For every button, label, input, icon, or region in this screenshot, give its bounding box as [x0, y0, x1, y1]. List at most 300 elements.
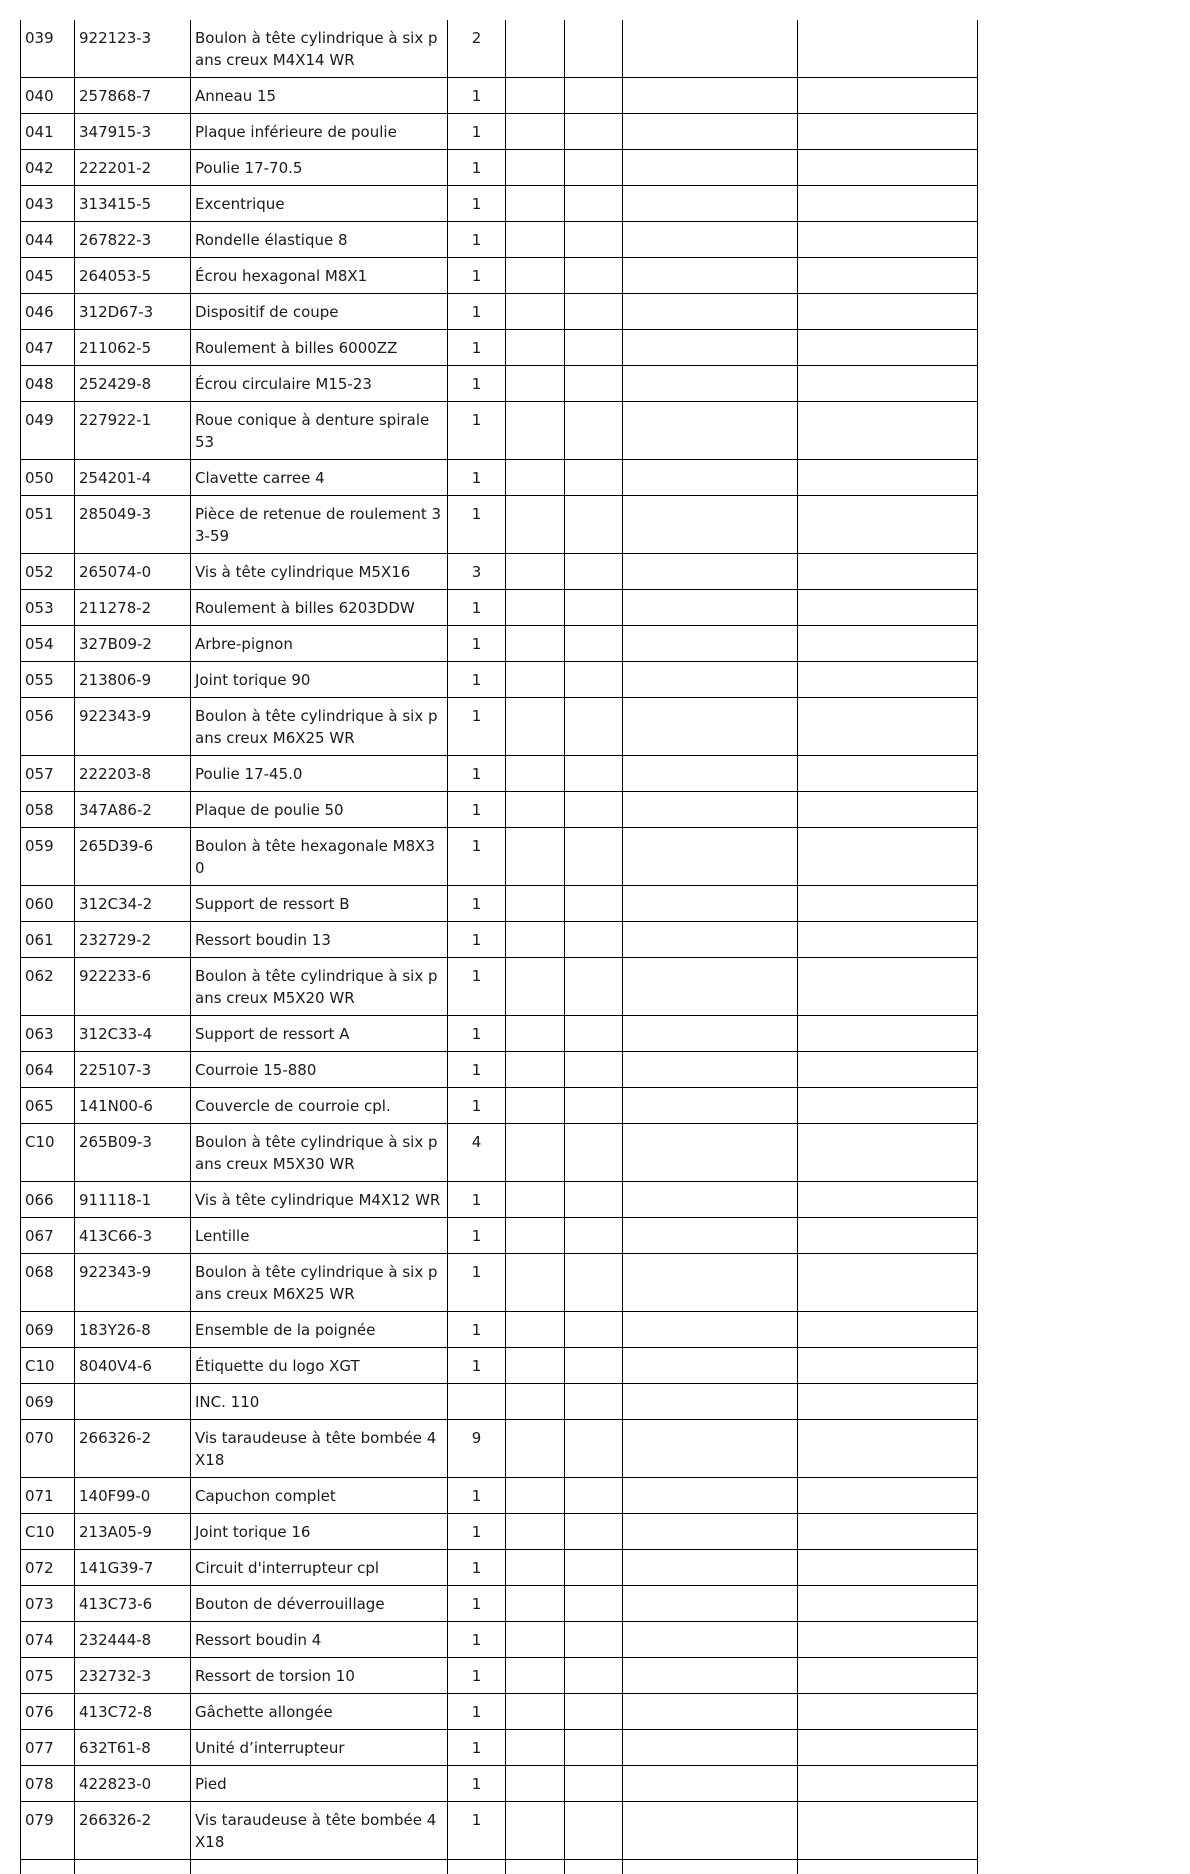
- part-number-cell: 051: [21, 496, 75, 554]
- part-code-cell: 232732-3: [75, 1658, 191, 1694]
- table-row: [21, 1550, 978, 1586]
- part-number-cell: 056: [21, 698, 75, 756]
- part-description-cell: Joint torique 90: [191, 662, 448, 698]
- empty-cell: [623, 626, 798, 662]
- part-description-cell: Support de ressort B: [191, 886, 448, 922]
- empty-cell: [798, 1478, 978, 1514]
- empty-cell: [506, 1730, 565, 1766]
- quantity-cell: 1: [448, 626, 506, 662]
- empty-cell: [798, 460, 978, 496]
- empty-cell: [21, 1860, 75, 1874]
- table-row: [21, 258, 978, 294]
- quantity-cell: 3: [448, 554, 506, 590]
- quantity-cell: 1: [448, 114, 506, 150]
- empty-cell: [506, 78, 565, 114]
- part-description-cell: Support de ressort A: [191, 1016, 448, 1052]
- part-number-cell: 044: [21, 222, 75, 258]
- empty-cell: [565, 330, 623, 366]
- table-row: [21, 1218, 978, 1254]
- part-description-cell: Boulon à tête cylindrique à six pans creux M6X25 WR: [191, 698, 448, 756]
- quantity-cell: 1: [448, 922, 506, 958]
- part-number-cell: 069: [21, 1312, 75, 1348]
- empty-cell: [506, 1802, 565, 1860]
- quantity-cell: 1: [448, 1312, 506, 1348]
- quantity-cell: 4: [448, 1124, 506, 1182]
- empty-cell: [565, 1254, 623, 1312]
- part-code-cell: 140F99-0: [75, 1478, 191, 1514]
- empty-cell: [448, 1860, 506, 1874]
- table-row: [21, 1586, 978, 1622]
- empty-cell: [623, 1860, 798, 1874]
- empty-cell: [798, 186, 978, 222]
- empty-cell: [623, 366, 798, 402]
- table-row: [21, 222, 978, 258]
- empty-cell: [798, 1860, 978, 1874]
- table-row: [21, 1802, 978, 1860]
- quantity-cell: 1: [448, 1514, 506, 1550]
- part-description-cell: Pied: [191, 1766, 448, 1802]
- empty-cell: [798, 756, 978, 792]
- quantity-cell: 1: [448, 186, 506, 222]
- part-number-cell: 065: [21, 1088, 75, 1124]
- empty-cell: [798, 626, 978, 662]
- empty-cell: [506, 1550, 565, 1586]
- empty-cell: [565, 1218, 623, 1254]
- part-number-cell: 062: [21, 958, 75, 1016]
- part-description-cell: Dispositif de coupe: [191, 294, 448, 330]
- empty-cell: [506, 1052, 565, 1088]
- empty-cell: [798, 1348, 978, 1384]
- empty-cell: [565, 1348, 623, 1384]
- quantity-cell: 1: [448, 1802, 506, 1860]
- empty-cell: [506, 150, 565, 186]
- empty-cell: [506, 186, 565, 222]
- part-code-cell: 213A05-9: [75, 1514, 191, 1550]
- empty-cell: [623, 1182, 798, 1218]
- empty-cell: [565, 1420, 623, 1478]
- part-description-cell: Bouton de déverrouillage: [191, 1586, 448, 1622]
- empty-cell: [506, 1218, 565, 1254]
- empty-cell: [506, 1124, 565, 1182]
- table-row: [21, 460, 978, 496]
- quantity-cell: 9: [448, 1420, 506, 1478]
- part-description-cell: Arbre-pignon: [191, 626, 448, 662]
- empty-cell: [565, 1622, 623, 1658]
- empty-cell: [798, 1182, 978, 1218]
- empty-cell: [565, 1052, 623, 1088]
- part-code-cell: 267822-3: [75, 222, 191, 258]
- empty-cell: [506, 1586, 565, 1622]
- quantity-cell: 1: [448, 1658, 506, 1694]
- part-code-cell: 265B09-3: [75, 1124, 191, 1182]
- empty-cell: [798, 886, 978, 922]
- part-description-cell: Vis taraudeuse à tête bombée 4X18: [191, 1420, 448, 1478]
- empty-cell: [565, 1016, 623, 1052]
- part-code-cell: 265D39-6: [75, 828, 191, 886]
- part-code-cell: 285049-3: [75, 496, 191, 554]
- empty-cell: [623, 1052, 798, 1088]
- empty-cell: [798, 1124, 978, 1182]
- empty-cell: [565, 1124, 623, 1182]
- part-number-cell: 053: [21, 590, 75, 626]
- table-row: [21, 1694, 978, 1730]
- table-row: [21, 828, 978, 886]
- empty-cell: [565, 792, 623, 828]
- empty-cell: [623, 554, 798, 590]
- quantity-cell: 1: [448, 1254, 506, 1312]
- empty-cell: [623, 78, 798, 114]
- part-number-cell: 079: [21, 1802, 75, 1860]
- parts-table: [20, 20, 978, 1874]
- table-row: [21, 1254, 978, 1312]
- empty-cell: [506, 402, 565, 460]
- part-code-cell: 211062-5: [75, 330, 191, 366]
- quantity-cell: 1: [448, 460, 506, 496]
- empty-cell: [623, 330, 798, 366]
- empty-cell: [565, 662, 623, 698]
- empty-cell: [506, 114, 565, 150]
- part-code-cell: 254201-4: [75, 460, 191, 496]
- part-number-cell: 050: [21, 460, 75, 496]
- empty-cell: [623, 1384, 798, 1420]
- part-code-cell: 227922-1: [75, 402, 191, 460]
- empty-cell: [623, 1658, 798, 1694]
- part-code-cell: 347915-3: [75, 114, 191, 150]
- empty-cell: [506, 1312, 565, 1348]
- empty-cell: [565, 222, 623, 258]
- empty-cell: [798, 662, 978, 698]
- quantity-cell: 1: [448, 1694, 506, 1730]
- empty-cell: [565, 496, 623, 554]
- empty-cell: [798, 1218, 978, 1254]
- part-number-cell: 048: [21, 366, 75, 402]
- empty-cell: [506, 1348, 565, 1384]
- part-description-cell: Poulie 17-45.0: [191, 756, 448, 792]
- empty-cell: [623, 1514, 798, 1550]
- empty-cell: [623, 150, 798, 186]
- empty-cell: [565, 698, 623, 756]
- part-number-cell: C10: [21, 1514, 75, 1550]
- empty-cell: [565, 590, 623, 626]
- empty-cell: [798, 78, 978, 114]
- empty-cell: [798, 1622, 978, 1658]
- empty-cell: [798, 1052, 978, 1088]
- empty-cell: [798, 366, 978, 402]
- part-description-cell: Ressort boudin 13: [191, 922, 448, 958]
- table-row: [21, 958, 978, 1016]
- empty-cell: [623, 1088, 798, 1124]
- table-row: [21, 590, 978, 626]
- part-description-cell: Boulon à tête cylindrique à six pans creux M6X25 WR: [191, 1254, 448, 1312]
- empty-cell: [565, 294, 623, 330]
- empty-cell: [506, 496, 565, 554]
- part-code-cell: 413C73-6: [75, 1586, 191, 1622]
- table-row: [21, 1124, 978, 1182]
- empty-cell: [798, 1312, 978, 1348]
- empty-cell: [623, 1478, 798, 1514]
- table-row: [21, 1348, 978, 1384]
- empty-cell: [798, 554, 978, 590]
- part-code-cell: 222201-2: [75, 150, 191, 186]
- part-number-cell: 063: [21, 1016, 75, 1052]
- empty-cell: [191, 1860, 448, 1874]
- part-number-cell: 074: [21, 1622, 75, 1658]
- empty-cell: [798, 1016, 978, 1052]
- part-description-cell: Anneau 15: [191, 78, 448, 114]
- empty-cell: [565, 78, 623, 114]
- empty-cell: [506, 662, 565, 698]
- part-code-cell: 141G39-7: [75, 1550, 191, 1586]
- quantity-cell: 1: [448, 222, 506, 258]
- empty-cell: [565, 1182, 623, 1218]
- part-code-cell: 8040V4-6: [75, 1348, 191, 1384]
- empty-cell: [565, 1802, 623, 1860]
- table-row: [21, 626, 978, 662]
- table-row: [21, 1384, 978, 1420]
- empty-cell: [565, 366, 623, 402]
- empty-cell: [565, 1312, 623, 1348]
- part-number-cell: 060: [21, 886, 75, 922]
- quantity-cell: 1: [448, 294, 506, 330]
- quantity-cell: 1: [448, 1586, 506, 1622]
- empty-cell: [506, 886, 565, 922]
- part-number-cell: C10: [21, 1124, 75, 1182]
- parts-table-body: [21, 20, 978, 1874]
- empty-cell: [565, 828, 623, 886]
- part-description-cell: Roulement à billes 6000ZZ: [191, 330, 448, 366]
- part-number-cell: 045: [21, 258, 75, 294]
- empty-cell: [798, 828, 978, 886]
- empty-cell: [623, 1694, 798, 1730]
- part-code-cell: 312D67-3: [75, 294, 191, 330]
- part-description-cell: Joint torique 16: [191, 1514, 448, 1550]
- part-number-cell: 057: [21, 756, 75, 792]
- part-number-cell: 059: [21, 828, 75, 886]
- empty-cell: [506, 20, 565, 78]
- quantity-cell: 1: [448, 366, 506, 402]
- part-code-cell: 911118-1: [75, 1182, 191, 1218]
- part-description-cell: Vis à tête cylindrique M4X12 WR: [191, 1182, 448, 1218]
- empty-cell: [623, 698, 798, 756]
- part-number-cell: 064: [21, 1052, 75, 1088]
- part-description-cell: Pièce de retenue de roulement 33-59: [191, 496, 448, 554]
- empty-cell: [623, 756, 798, 792]
- empty-cell: [506, 698, 565, 756]
- empty-cell: [565, 756, 623, 792]
- part-description-cell: Étiquette du logo XGT: [191, 1348, 448, 1384]
- quantity-cell: 1: [448, 756, 506, 792]
- part-number-cell: 071: [21, 1478, 75, 1514]
- table-row: [21, 554, 978, 590]
- empty-cell: [506, 1016, 565, 1052]
- empty-cell: [798, 496, 978, 554]
- part-description-cell: Ensemble de la poignée: [191, 1312, 448, 1348]
- empty-cell: [506, 1384, 565, 1420]
- empty-cell: [798, 294, 978, 330]
- table-row: [21, 1730, 978, 1766]
- empty-cell: [798, 1384, 978, 1420]
- table-row: [21, 402, 978, 460]
- empty-cell: [798, 1550, 978, 1586]
- part-number-cell: 076: [21, 1694, 75, 1730]
- quantity-cell: [448, 1384, 506, 1420]
- part-description-cell: Vis taraudeuse à tête bombée 4X18: [191, 1802, 448, 1860]
- table-row: [21, 1016, 978, 1052]
- part-number-cell: 075: [21, 1658, 75, 1694]
- empty-cell: [506, 554, 565, 590]
- quantity-cell: 1: [448, 1052, 506, 1088]
- empty-cell: [565, 1766, 623, 1802]
- empty-cell: [623, 294, 798, 330]
- part-code-cell: 222203-8: [75, 756, 191, 792]
- part-description-cell: Ressort de torsion 10: [191, 1658, 448, 1694]
- part-number-cell: C10: [21, 1348, 75, 1384]
- empty-cell: [506, 294, 565, 330]
- part-description-cell: Clavette carree 4: [191, 460, 448, 496]
- empty-cell: [506, 1514, 565, 1550]
- empty-cell: [623, 792, 798, 828]
- empty-cell: [565, 1088, 623, 1124]
- empty-cell: [506, 366, 565, 402]
- empty-cell: [798, 1586, 978, 1622]
- table-row: [21, 1622, 978, 1658]
- empty-cell: [623, 1586, 798, 1622]
- empty-cell: [623, 1730, 798, 1766]
- empty-cell: [798, 1730, 978, 1766]
- quantity-cell: 1: [448, 1550, 506, 1586]
- empty-cell: [623, 828, 798, 886]
- part-number-cell: 067: [21, 1218, 75, 1254]
- part-description-cell: Plaque inférieure de poulie: [191, 114, 448, 150]
- part-number-cell: 068: [21, 1254, 75, 1312]
- part-description-cell: Poulie 17-70.5: [191, 150, 448, 186]
- part-number-cell: 041: [21, 114, 75, 150]
- empty-cell: [506, 590, 565, 626]
- empty-cell: [623, 590, 798, 626]
- table-row: [21, 366, 978, 402]
- empty-cell: [798, 590, 978, 626]
- part-code-cell: 266326-2: [75, 1802, 191, 1860]
- part-number-cell: 077: [21, 1730, 75, 1766]
- part-description-cell: Courroie 15-880: [191, 1052, 448, 1088]
- empty-cell: [623, 662, 798, 698]
- quantity-cell: 1: [448, 828, 506, 886]
- part-code-cell: 922123-3: [75, 20, 191, 78]
- empty-cell: [798, 222, 978, 258]
- empty-cell: [623, 460, 798, 496]
- part-description-cell: Vis à tête cylindrique M5X16: [191, 554, 448, 590]
- empty-cell: [565, 554, 623, 590]
- part-description-cell: Ressort boudin 4: [191, 1622, 448, 1658]
- empty-cell: [623, 886, 798, 922]
- table-row-continued: [21, 1860, 978, 1874]
- part-code-cell: 922343-9: [75, 1254, 191, 1312]
- empty-cell: [506, 958, 565, 1016]
- empty-cell: [506, 1478, 565, 1514]
- part-code-cell: 422823-0: [75, 1766, 191, 1802]
- empty-cell: [75, 1860, 191, 1874]
- empty-cell: [798, 402, 978, 460]
- empty-cell: [623, 1312, 798, 1348]
- empty-cell: [798, 1766, 978, 1802]
- quantity-cell: 1: [448, 330, 506, 366]
- empty-cell: [623, 922, 798, 958]
- empty-cell: [506, 1182, 565, 1218]
- table-row: [21, 114, 978, 150]
- empty-cell: [623, 402, 798, 460]
- empty-cell: [506, 1254, 565, 1312]
- part-number-cell: 072: [21, 1550, 75, 1586]
- table-row: [21, 20, 978, 78]
- empty-cell: [623, 1622, 798, 1658]
- empty-cell: [798, 1254, 978, 1312]
- empty-cell: [623, 1550, 798, 1586]
- empty-cell: [623, 20, 798, 78]
- quantity-cell: 1: [448, 958, 506, 1016]
- quantity-cell: 1: [448, 1348, 506, 1384]
- quantity-cell: 1: [448, 792, 506, 828]
- quantity-cell: 1: [448, 402, 506, 460]
- empty-cell: [565, 1550, 623, 1586]
- quantity-cell: 1: [448, 886, 506, 922]
- table-row: [21, 1658, 978, 1694]
- empty-cell: [565, 114, 623, 150]
- table-row: [21, 186, 978, 222]
- part-number-cell: 061: [21, 922, 75, 958]
- part-number-cell: 042: [21, 150, 75, 186]
- quantity-cell: 1: [448, 1088, 506, 1124]
- part-code-cell: 266326-2: [75, 1420, 191, 1478]
- empty-cell: [565, 1694, 623, 1730]
- empty-cell: [506, 626, 565, 662]
- part-code-cell: 141N00-6: [75, 1088, 191, 1124]
- part-number-cell: 058: [21, 792, 75, 828]
- empty-cell: [565, 922, 623, 958]
- part-description-cell: Boulon à tête cylindrique à six pans creux M5X20 WR: [191, 958, 448, 1016]
- table-row: [21, 294, 978, 330]
- part-code-cell: 211278-2: [75, 590, 191, 626]
- part-code-cell: 257868-7: [75, 78, 191, 114]
- empty-cell: [623, 186, 798, 222]
- empty-cell: [798, 20, 978, 78]
- empty-cell: [623, 1420, 798, 1478]
- part-code-cell: 252429-8: [75, 366, 191, 402]
- table-row: [21, 922, 978, 958]
- empty-cell: [565, 460, 623, 496]
- empty-cell: [623, 258, 798, 294]
- empty-cell: [798, 330, 978, 366]
- quantity-cell: 1: [448, 1182, 506, 1218]
- table-row: [21, 1766, 978, 1802]
- empty-cell: [506, 922, 565, 958]
- empty-cell: [623, 1766, 798, 1802]
- empty-cell: [565, 20, 623, 78]
- empty-cell: [565, 1478, 623, 1514]
- part-number-cell: 054: [21, 626, 75, 662]
- table-row: [21, 496, 978, 554]
- quantity-cell: 1: [448, 662, 506, 698]
- empty-cell: [506, 1088, 565, 1124]
- part-description-cell: Circuit d'interrupteur cpl: [191, 1550, 448, 1586]
- part-code-cell: 265074-0: [75, 554, 191, 590]
- empty-cell: [506, 756, 565, 792]
- table-row: [21, 78, 978, 114]
- part-code-cell: 225107-3: [75, 1052, 191, 1088]
- part-number-cell: 078: [21, 1766, 75, 1802]
- table-row: [21, 792, 978, 828]
- part-code-cell: 413C72-8: [75, 1694, 191, 1730]
- empty-cell: [798, 150, 978, 186]
